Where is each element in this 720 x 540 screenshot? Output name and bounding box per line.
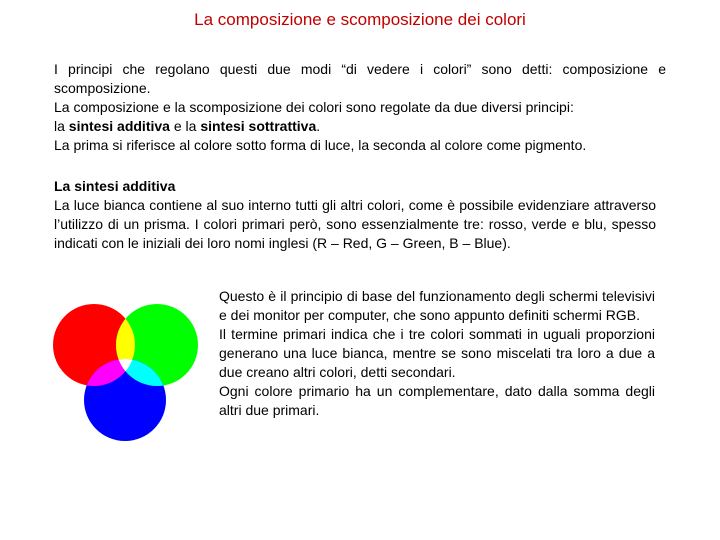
term-sintesi-additiva: sintesi additiva — [68, 118, 170, 134]
intro-line-3 — [54, 117, 666, 136]
page-title: La composizione e scomposizione dei colori — [194, 10, 526, 29]
section-heading: La sintesi additiva — [54, 178, 176, 194]
rgb-paragraph-2: Il termine primari indica che i tre colori sommati in uguali proporzioni generano una luce bianca, mentre se sono miscelati tra loro a due a due creano altri colori, detti secondari. — [219, 326, 655, 380]
additive-body: La luce bianca contiene al suo interno tutti gli altri colori, come è possibile evidenziare attraverso l’utilizzo di un prisma. I colori primari però, sono essenzialmente tre: rosso, verde e blu, spesso indicati con le iniziali dei loro nomi inglesi (R – Red, G – Green, B – Blue). — [54, 197, 656, 251]
rgb-paragraph-3: Ogni colore primario ha un complementare, dato dalla somma degli altri due primari. — [219, 383, 655, 418]
additive-section — [54, 177, 656, 253]
intro-line-1: I principi che regolano questi due modi “di vedere i colori” sono detti: composizione e scomposizione. — [54, 61, 666, 96]
rgb-additive-diagram — [47, 297, 207, 447]
intro-text — [54, 60, 666, 155]
intro-line-3-prefix: la — [54, 118, 69, 134]
intro-line-3-mid: e la — [169, 118, 201, 134]
intro-line-3-suffix: . — [316, 118, 321, 134]
rgb-paragraph-1: Questo è il principio di base del funzionamento degli schermi televisivi e dei monitor per computer, che sono appunto definiti schermi RGB. — [219, 288, 655, 323]
intro-line-4: La prima si riferisce al colore sotto forma di luce, la seconda al colore come pigmento. — [54, 137, 587, 153]
intro-line-2: La composizione e la scomposizione dei colori sono regolate da due diversi principi: — [54, 99, 574, 115]
rgb-explanation — [219, 287, 655, 420]
term-sintesi-sottrattiva: sintesi sottrattiva — [200, 118, 317, 134]
